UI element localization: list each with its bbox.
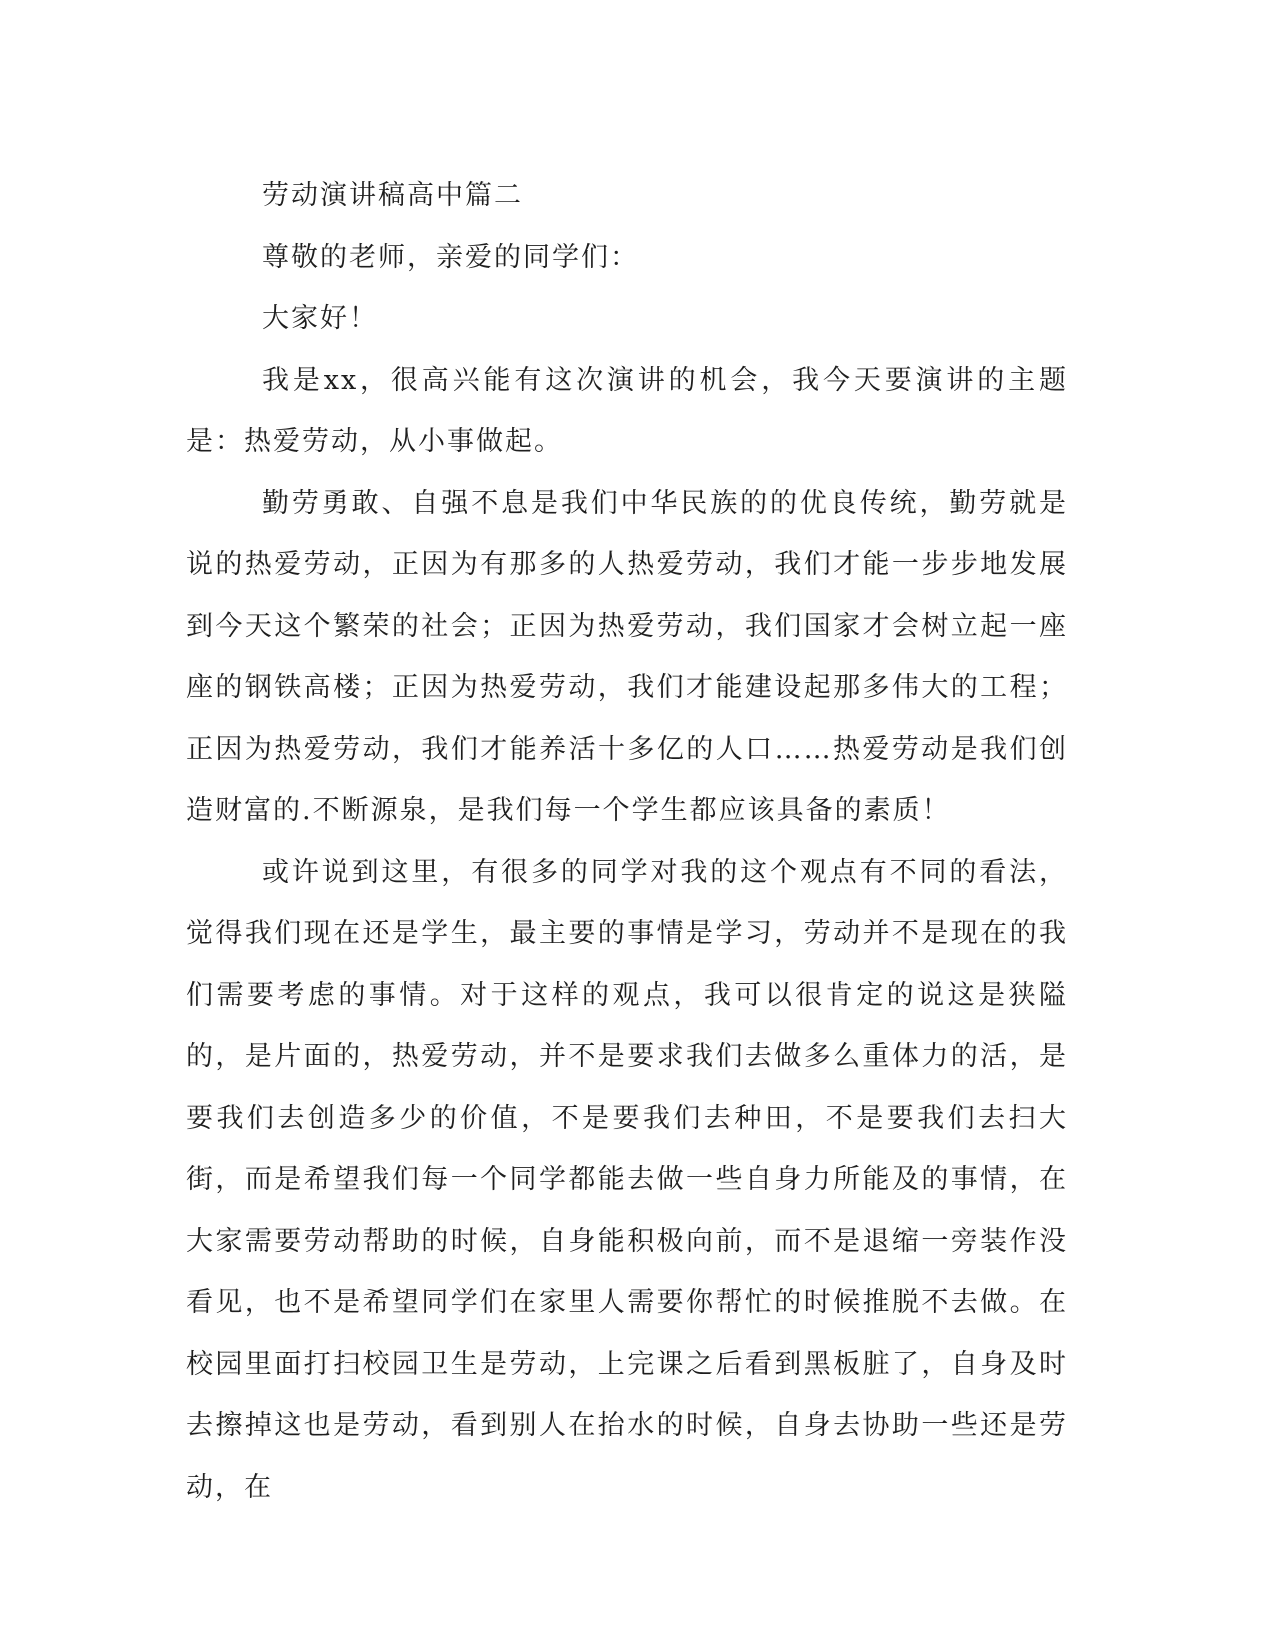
document-title: 劳动演讲稿高中篇二 bbox=[262, 180, 523, 211]
greeting: 大家好！ bbox=[262, 303, 378, 334]
paragraph-argument: 或许说到这里，有很多的同学对我的这个观点有不同的看法，觉得我们现在还是学生，最主要的事情是学习，劳动并不是现在的我们需要考虑的事情。对于这样的观点，我可以很肯定的说这是狭隘的，是片面的，热爱劳动，并不是要求我们去做多么重体力的活，是要我们去创造多少的价值，不是要我们去种田，不是要我们去扫大街，而是希望我们每一个同学都能去做一些自身力所能及的事情，在大家需要劳动帮助的时候，自身能积极向前，而不是退缩一旁装作没看见，也不是希望同学们在家里人需要你帮忙的时候推脱不去做。在校园里面打扫校园卫生是劳动，上完课之后看到黑板脏了，自身及时去擦掉这也是劳动，看到别人在抬水的时候，自身去协助一些还是劳动，在 bbox=[186, 856, 1068, 1503]
document-body bbox=[186, 165, 1068, 1518]
paragraph-intro: 我是xx，很高兴能有这次演讲的机会，我今天要演讲的主题是：热爱劳动，从小事做起。 bbox=[186, 364, 1068, 457]
paragraph-tradition: 勤劳勇敢、自强不息是我们中华民族的的优良传统，勤劳就是说的热爱劳动，正因为有那多的人热爱劳动，我们才能一步步地发展到今天这个繁荣的社会；正因为热爱劳动，我们国家才会树立起一座座的钢铁高楼；正因为热爱劳动，我们才能建设起那多伟大的工程；正因为热爱劳动，我们才能养活十多亿的人口……热爱劳动是我们创造财富的.不断源泉，是我们每一个学生都应该具备的素质！ bbox=[186, 487, 1068, 826]
salutation: 尊敬的老师，亲爱的同学们： bbox=[262, 241, 639, 273]
